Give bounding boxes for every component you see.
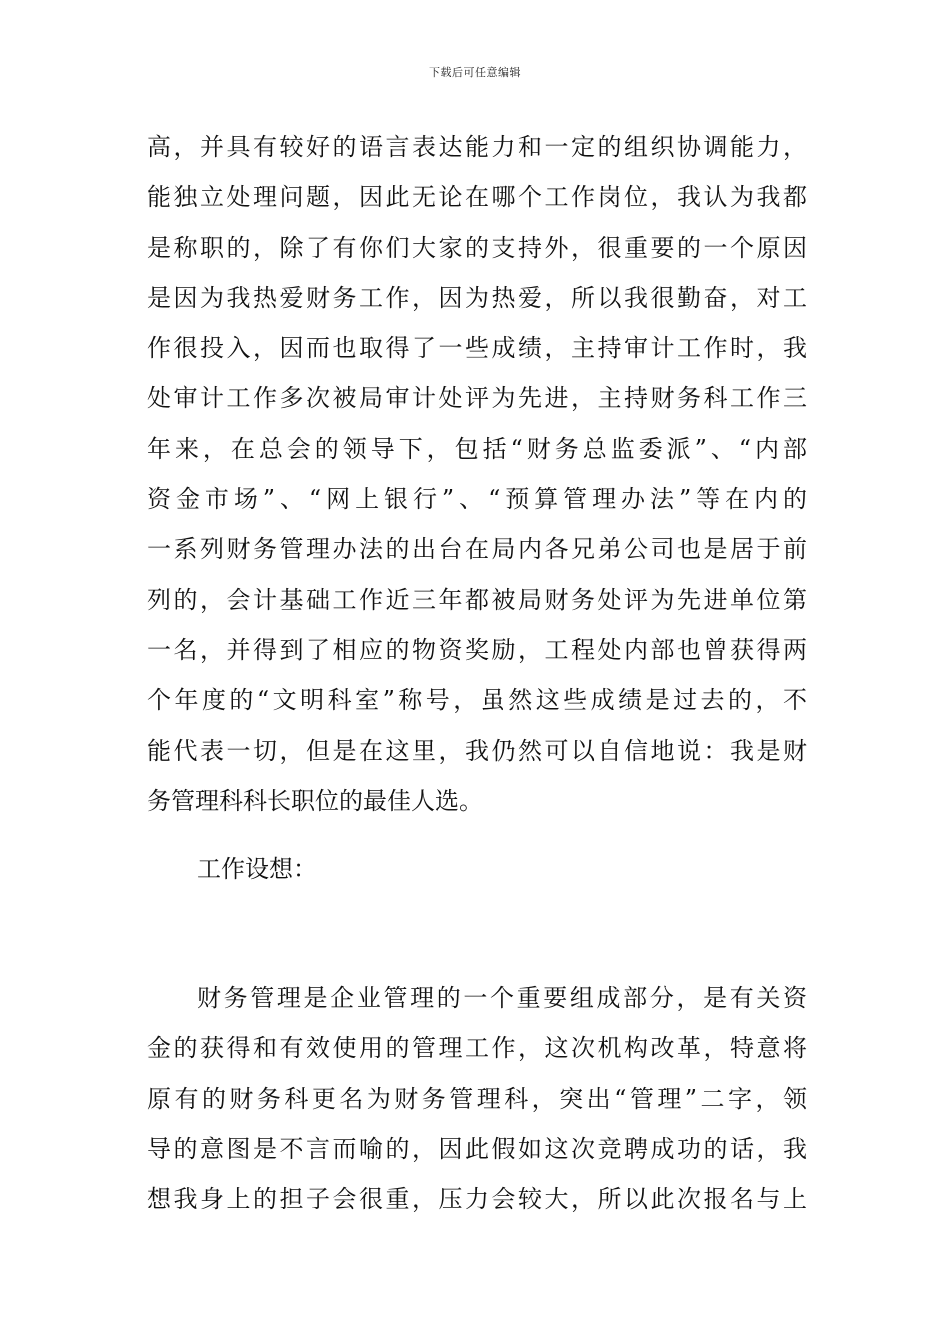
paragraph-line: 是称职的，除了有你们大家的支持外，很重要的一个原因	[147, 233, 807, 262]
paragraph-line: 务管理科科长职位的最佳人选。	[147, 786, 483, 815]
section-heading: 工作设想：	[197, 855, 317, 883]
paragraph-line: 能独立处理问题，因此无论在哪个工作岗位，我认为我都	[147, 183, 807, 212]
paragraph-line: 作很投入，因而也取得了一些成绩，主持审计工作时，我	[147, 334, 807, 363]
paragraph-line: 高，并具有较好的语言表达能力和一定的组织协调能力，	[147, 133, 807, 161]
paragraph-line: 原有的财务科更名为财务管理科，突出“管理”二字，领	[147, 1084, 807, 1113]
page-header-note: 下载后可任意编辑	[429, 66, 521, 79]
paragraph-line: 资金市场”、“网上银行”、“预算管理办法”等在内的	[147, 485, 807, 514]
section-heading-block	[147, 844, 807, 894]
paragraph-line: 导的意图是不言而喻的，因此假如这次竞聘成功的话，我	[147, 1134, 807, 1163]
paragraph-line: 金的获得和有效使用的管理工作，这次机构改革，特意将	[147, 1034, 807, 1063]
paragraph-line: 能代表一切，但是在这里，我仍然可以自信地说：我是财	[147, 736, 807, 765]
paragraph-line: 年来，在总会的领导下，包括“财务总监委派”、“内部	[147, 434, 807, 463]
paragraph-2	[147, 973, 807, 1224]
paragraph-line: 一名，并得到了相应的物资奖励，工程处内部也曾获得两	[147, 635, 807, 664]
paragraph-line: 一系列财务管理办法的出台在局内各兄弟公司也是居于前	[147, 535, 807, 564]
paragraph-line: 列的，会计基础工作近三年都被局财务处评为先进单位第	[147, 585, 807, 614]
paragraph-line: 财务管理是企业管理的一个重要组成部分，是有关资	[197, 984, 807, 1012]
paragraph-line: 是因为我热爱财务工作，因为热爱，所以我很勤奋，对工	[147, 283, 807, 312]
paragraph-line: 想我身上的担子会很重，压力会较大，所以此次报名与上	[147, 1185, 807, 1214]
paragraph-1	[147, 122, 807, 826]
paragraph-line: 个年度的“文明科室”称号，虽然这些成绩是过去的，不	[147, 686, 807, 715]
paragraph-line: 处审计工作多次被局审计处评为先进，主持财务科工作三	[147, 384, 807, 413]
